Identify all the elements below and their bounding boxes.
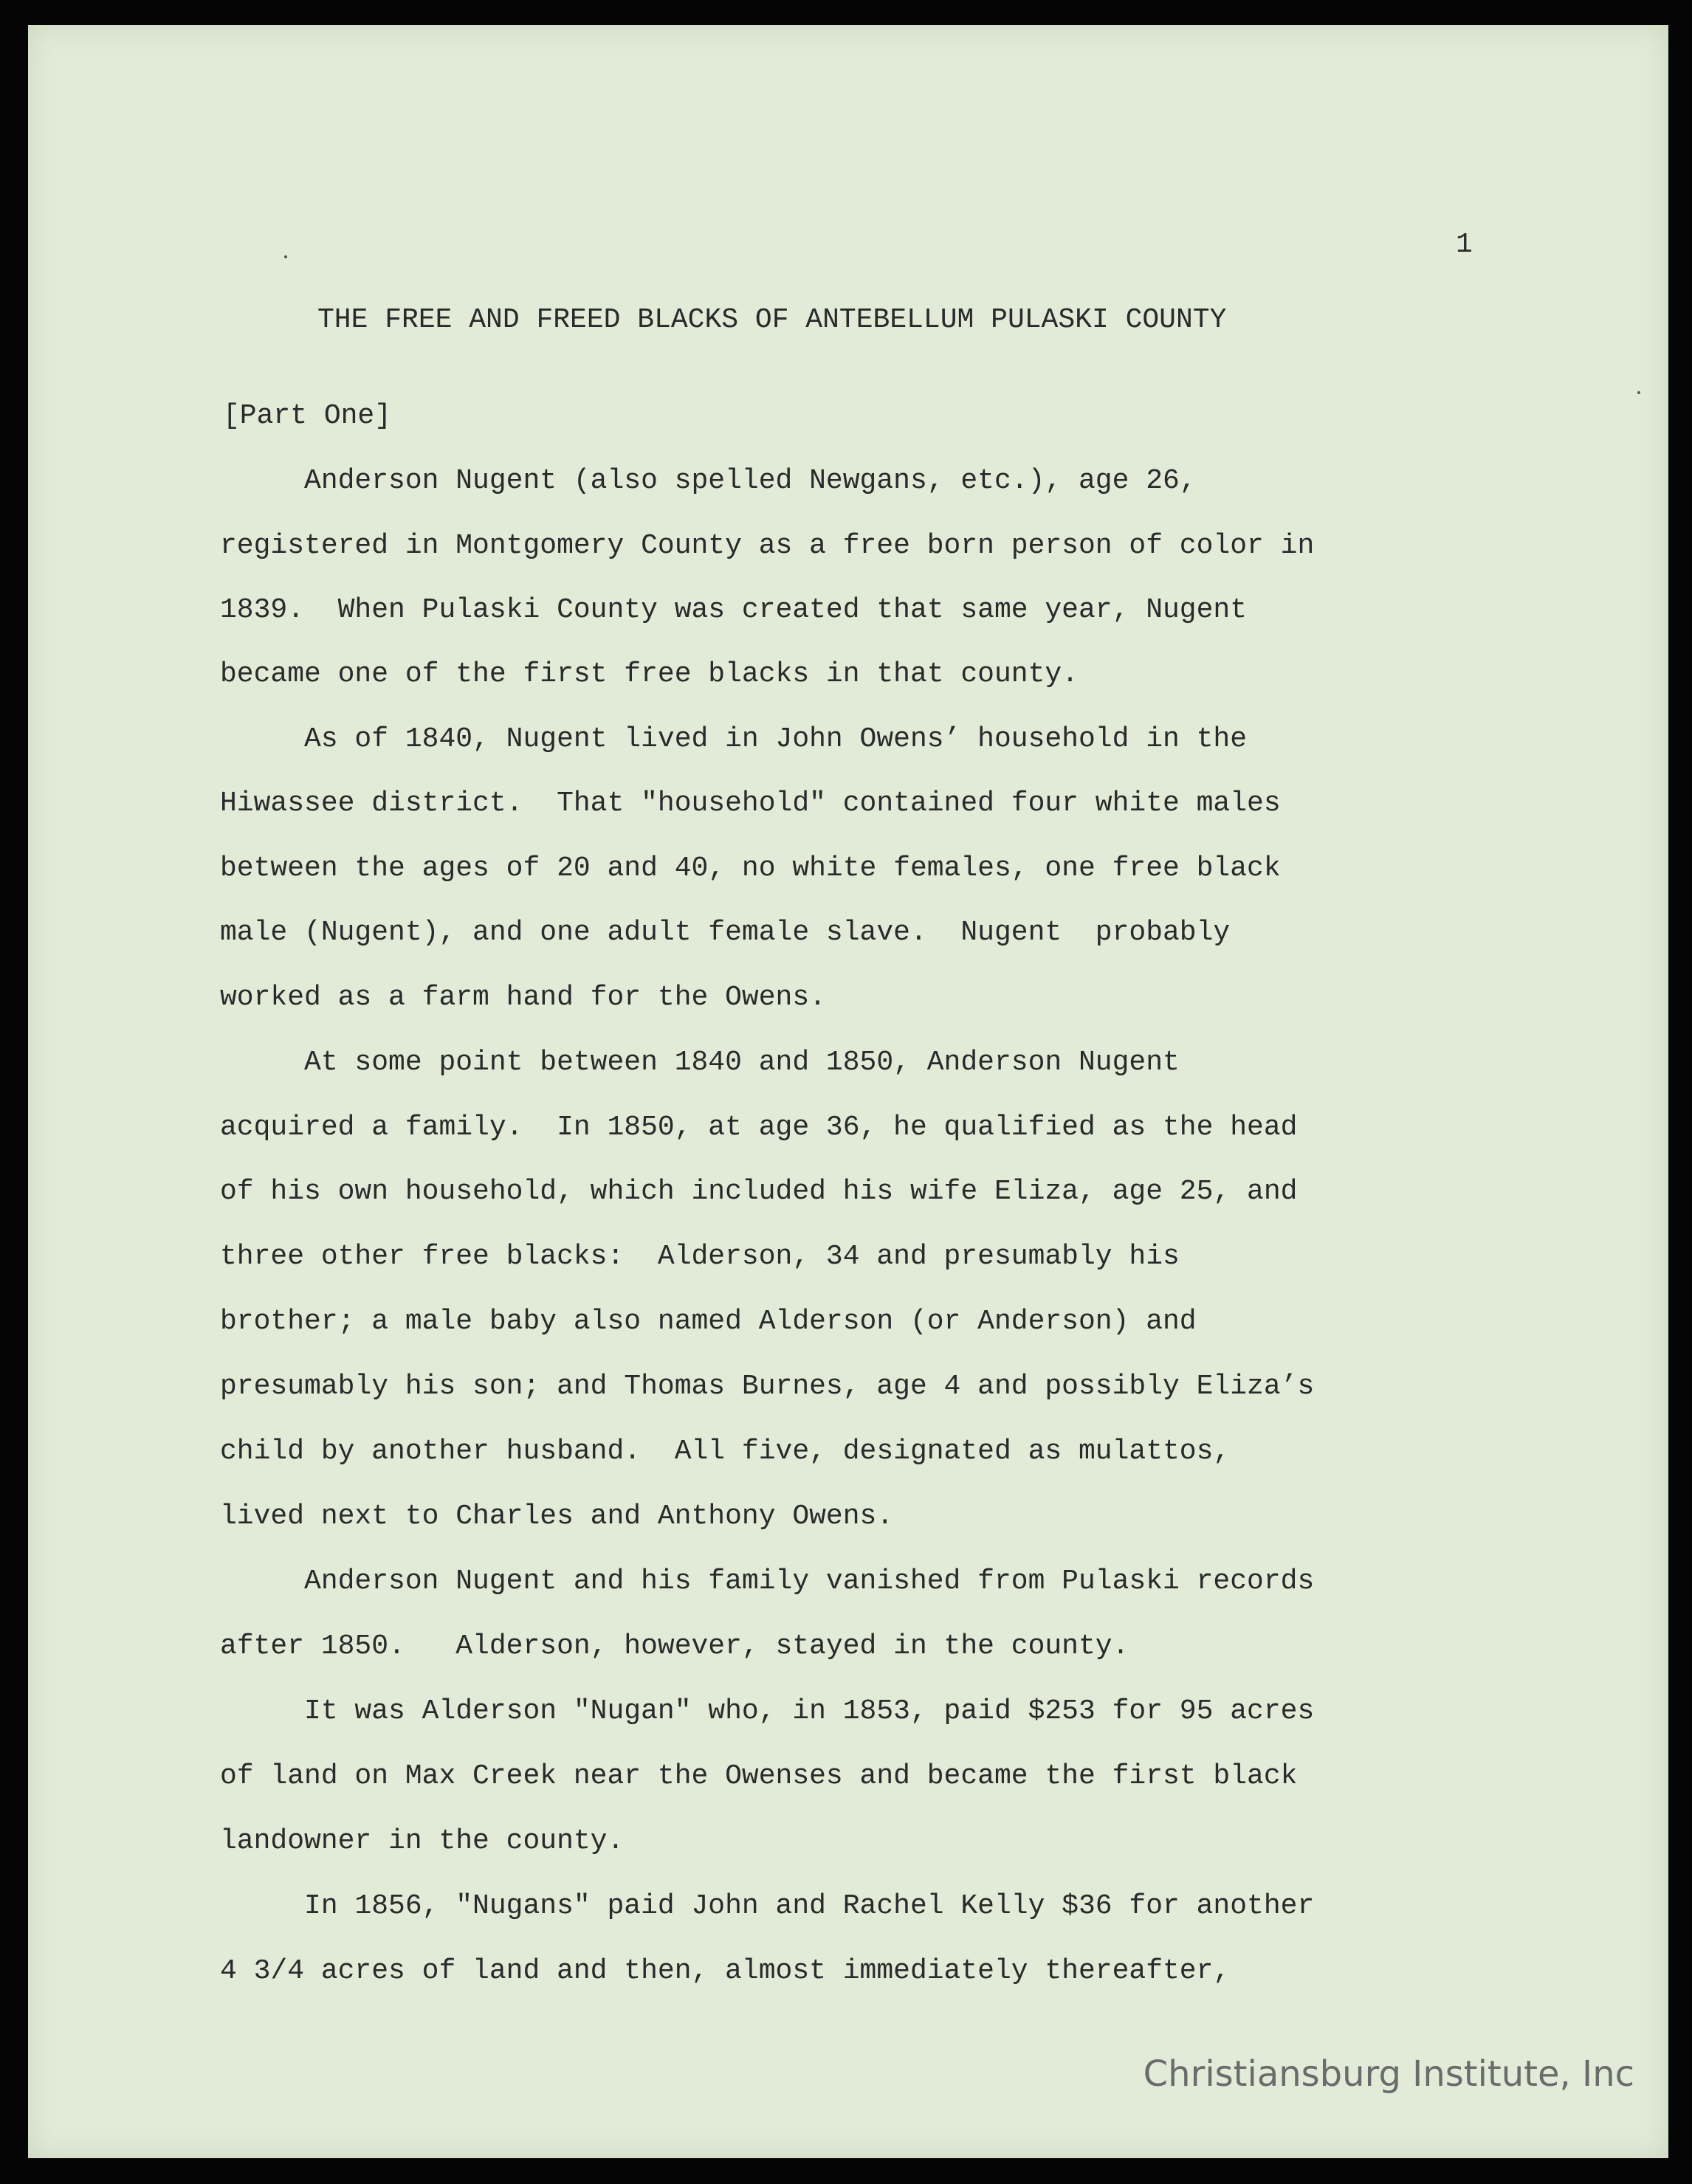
body-line: acquired a family. In 1850, at age 36, he qualified as the head (220, 1112, 1298, 1143)
body-line: male (Nugent), and one adult female slave. Nugent probably (220, 917, 1231, 948)
part-label: [Part One] (223, 400, 392, 432)
body-line: Anderson Nugent (also spelled Newgans, etc.), age 26, (220, 465, 1197, 497)
body-line: As of 1840, Nugent lived in John Owens’ household in the (220, 723, 1248, 755)
body-line: lived next to Charles and Anthony Owens. (220, 1501, 894, 1532)
body-line: It was Alderson "Nugan" who, in 1853, paid $253 for 95 acres (220, 1695, 1315, 1727)
body-line: three other free blacks: Alderson, 34 and presumably his (220, 1241, 1180, 1272)
body-line: At some point between 1840 and 1850, Anderson Nugent (220, 1047, 1180, 1078)
body-line: brother; a male baby also named Alderson (or Anderson) and (220, 1306, 1197, 1337)
paper-speck (284, 255, 287, 258)
body-line: worked as a farm hand for the Owens. (220, 982, 826, 1013)
body-line: presumably his son; and Thomas Burnes, age 4 and possibly Eliza’s (220, 1371, 1315, 1402)
body-line: Anderson Nugent and his family vanished from Pulaski records (220, 1565, 1315, 1597)
document-page (28, 25, 1668, 2158)
paper-speck (1637, 391, 1640, 394)
body-line: after 1850. Alderson, however, stayed in the county. (220, 1630, 1129, 1662)
body-line: between the ages of 20 and 40, no white females, one free black (220, 852, 1281, 884)
document-title: THE FREE AND FREED BLACKS OF ANTEBELLUM PULASKI COUNTY (317, 304, 1227, 336)
watermark: Christiansburg Institute, Inc (1143, 2053, 1634, 2095)
body-line: became one of the first free blacks in that county. (220, 658, 1079, 690)
body-line: In 1856, "Nugans" paid John and Rachel Kelly $36 for another (220, 1890, 1315, 1922)
body-line: Hiwassee district. That "household" contained four white males (220, 788, 1281, 819)
body-line: child by another husband. All five, designated as mulattos, (220, 1436, 1231, 1467)
body-line: of his own household, which included his wife Eliza, age 25, and (220, 1176, 1298, 1208)
body-line: 1839. When Pulaski County was created that same year, Nugent (220, 594, 1248, 626)
body-line: registered in Montgomery County as a free born person of color in (220, 530, 1315, 562)
body-line: of land on Max Creek near the Owenses and became the first black (220, 1760, 1298, 1792)
body-line: 4 3/4 acres of land and then, almost immediately thereafter, (220, 1955, 1231, 1987)
page-number: 1 (1456, 229, 1473, 261)
body-line: landowner in the county. (220, 1825, 625, 1857)
